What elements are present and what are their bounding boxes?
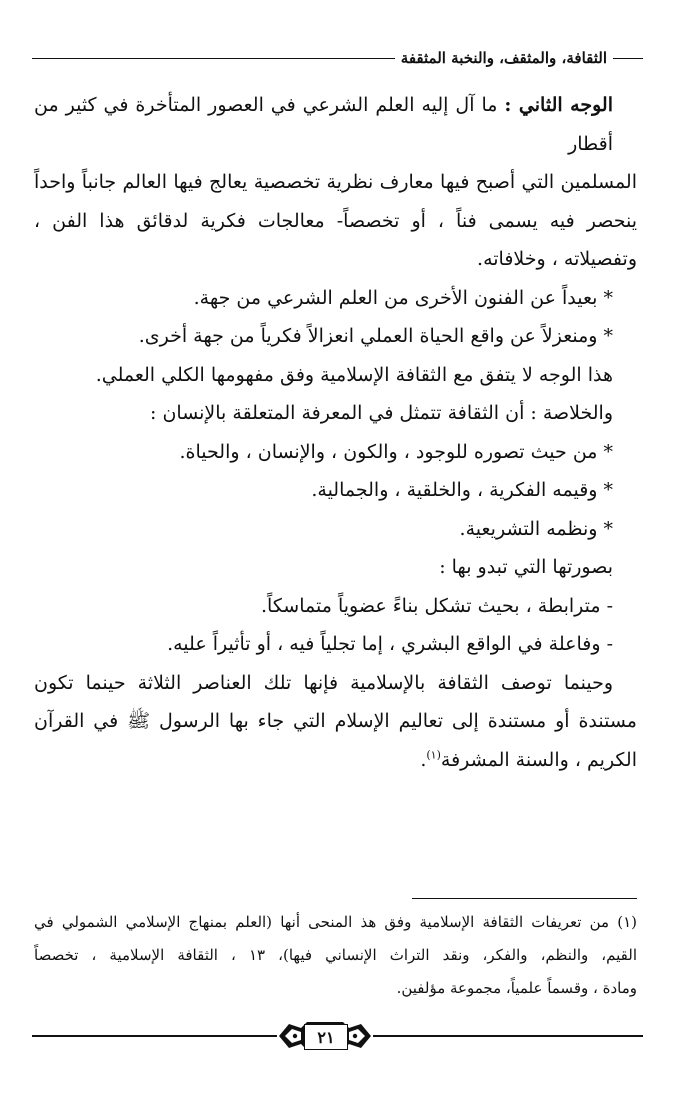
section-lead: الوجه الثاني : [504,94,613,116]
bullet-item: * وقيمه الفكرية ، والخلقية ، والجمالية. [311,479,613,501]
dash-item: - مترابطة ، بحيث تشكل بناءً عضوياً متماسكاً. [260,594,613,617]
footnote-line: القيم، والنظم، والفكر، ونقد التراث الإنساني فيها)، ١٣ ، الثقافة الإسلامية ، تخصصاً [34,946,637,964]
header-rule-left [32,58,395,59]
footnote [34,906,637,1005]
paragraph-line: وتفصيلاته ، وخلافاته. [477,248,637,270]
footer-rule-left [32,1035,277,1037]
running-header-title: الثقافة، والمثقف، والنخبة المثقفة [400,49,607,67]
page-body [34,86,637,779]
paragraph-line [34,741,637,780]
dash-item: - وفاعلة في الواقع البشري ، إما تجلياً فيه ، أو تأثيراً عليه. [167,633,613,655]
paragraph-line: وحينما توصف الثقافة بالإسلامية فإنها تلك العناصر الثلاثة حينما تكون [34,671,613,694]
running-header [32,44,643,72]
bullet-item: * ومنعزلاً عن واقع الحياة العملي انعزالاً فكرياً من جهة أخرى. [138,325,613,347]
page-number-ornament [277,1018,373,1054]
bullet-item: * بعيداً عن الفنون الأخرى من العلم الشرعي من جهة. [193,286,613,309]
paragraph-line [34,86,637,163]
footnote-marker: (١) [426,748,441,762]
paragraph-line: هذا الوجه لا يتفق مع الثقافة الإسلامية وفق مفهومها الكلي العملي. [95,363,613,386]
paragraph-line: بصورتها التي تبدو بها : [439,556,613,578]
paragraph-text: الكريم ، والسنة المشرفة [440,748,637,771]
page-number: ٢١ [304,1024,348,1050]
footer-rule-right [373,1035,643,1037]
footnote-line: ومادة ، وقسماً علمياً، مجموعة مؤلفين. [396,979,637,997]
paragraph-text: ما آل إليه العلم الشرعي في العصور المتأخرة في كثير من أقطار [34,94,613,155]
footnote-line: (١) من تعريفات الثقافة الإسلامية وفق هذ المنحى أنها (العلم بمنهاج الإسلامي الشمولي في [34,913,637,931]
bullet-item: * ونظمه التشريعية. [459,517,613,540]
paragraph-line: والخلاصة : أن الثقافة تتمثل في المعرفة المتعلقة بالإنسان : [150,402,613,424]
page-footer [32,1018,643,1054]
paragraph-line: مستندة أو مستندة إلى تعاليم الإسلام التي جاء بها الرسول ﷺ في القرآن [34,710,637,732]
header-rule-right [613,58,643,59]
footnote-separator [412,898,637,899]
bullet-item: * من حيث تصوره للوجود ، والكون ، والإنسان ، والحياة. [179,440,613,463]
paragraph-line: ينحصر فيه يسمى فناً ، أو تخصصاً- معالجات فكرية لدقائق هذا الفن ، [34,209,637,232]
paragraph-end: . [420,748,427,771]
paragraph-line: المسلمين التي أصبح فيها معارف نظرية تخصصية يعالج فيها العالم جانباً واحداً [34,171,637,193]
